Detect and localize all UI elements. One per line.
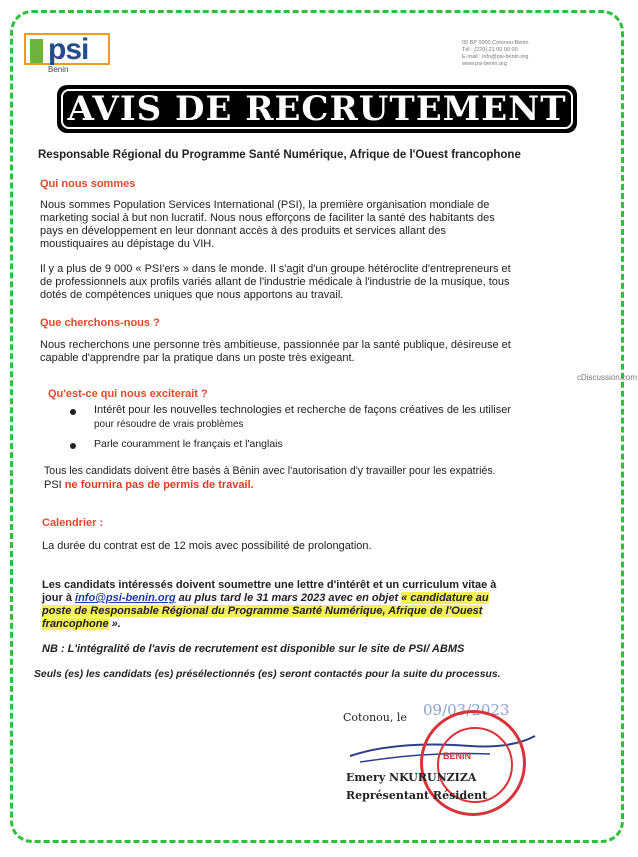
place-label: Cotonou, le	[343, 711, 407, 724]
apply-line	[42, 618, 121, 632]
heading-calendar: Calendrier :	[42, 517, 104, 529]
apply-line	[42, 592, 489, 606]
letterhead-address	[462, 40, 612, 68]
apply-subject: « candidature au	[401, 592, 489, 604]
title-banner	[57, 85, 577, 133]
apply-text: jour à	[42, 592, 76, 604]
email-link[interactable]: info@psi-benin.org	[75, 592, 176, 604]
paragraph-line: capable d'apprendre par la pratique dans un poste très exigeant.	[40, 352, 355, 364]
bullet-icon	[70, 443, 76, 449]
logo-text: psi	[48, 33, 89, 66]
heading-what-we-seek: Que cherchons-nous ?	[40, 317, 160, 329]
paragraph-line: Nous recherchons une personne très ambitieuse, passionnée par la santé publique, désireuse et	[40, 339, 511, 351]
handwritten-date: 09/03/2023	[423, 701, 510, 719]
psi-logo	[24, 33, 112, 73]
logo-subtitle: Benin	[48, 65, 69, 74]
nb-note: NB : L'intégralité de l'avis de recrutement est disponible sur le site de PSI/ ABMS	[42, 643, 465, 655]
position-title: Responsable Régional du Programme Santé Numérique, Afrique de l'Ouest francophone	[38, 149, 521, 161]
heading-what-excites-us: Qu'est-ce qui nous exciterait ?	[48, 388, 208, 400]
bullet-text: pour résoudre de vrais problèmes	[94, 419, 244, 430]
permit-note-b: ne fournira pas de permis de travail.	[64, 479, 254, 491]
apply-subject: poste de Responsable Régional du Programme Santé Numérique, Afrique de l'Ouest	[42, 605, 483, 617]
paragraph-line: Il y a plus de 9 000 « PSI'ers » dans le monde. Il s'agit d'un groupe hétéroclite d'entrepreneurs et	[40, 263, 511, 275]
signer-role: Représentant Résident	[346, 789, 488, 802]
address-line: 09 BP 0000 Cotonou Bénin	[462, 40, 529, 46]
bullet-icon	[70, 409, 76, 415]
apply-line	[42, 605, 482, 619]
paragraph-line: marketing social à but non lucratif. Nous nous efforçons de faciliter la santé des habitants des	[40, 212, 495, 224]
shortlist-note: Seuls (es) les candidats (es) présélectionnés (es) seront contactés pour la suite du processus.	[34, 669, 501, 680]
heading-who-we-are: Qui nous sommes	[40, 178, 136, 190]
paragraph-line: pays en développement en leur donnant accès à des produits et services allant des	[40, 225, 447, 237]
apply-line: Les candidats intéressés doivent soumettre une lettre d'intérêt et un curriculum vitae à	[42, 579, 497, 591]
location-note: Tous les candidats doivent être basés à Bénin avec l'autorisation d'y travailler pour les expatriés.	[44, 465, 496, 477]
stamp-text: BENIN	[443, 751, 472, 761]
apply-text: ».	[108, 618, 121, 630]
paragraph-line: moustiquaires au dépistage du VIH.	[40, 238, 215, 250]
watermark: cDiscussion.com	[577, 373, 638, 382]
paragraph-line: dotés de compétences uniques que nous apportons au travail.	[40, 289, 344, 301]
paragraph-line: Nous sommes Population Services International (PSI), la première organisation mondiale de	[40, 199, 490, 211]
address-line: www.psi-benin.org	[462, 61, 507, 67]
address-line: Tél : (229) 21 00 00 00	[462, 47, 518, 53]
apply-subject: francophone	[42, 618, 109, 630]
bullet-text: Parle couramment le français et l'anglais	[94, 438, 283, 450]
page-title: AVIS DE RECRUTEMENT	[61, 89, 573, 129]
bullet-text: Intérêt pour les nouvelles technologies et recherche de façons créatives de les utiliser	[94, 404, 512, 416]
permit-note	[44, 479, 254, 493]
apply-text: au plus tard le 31 mars 2023 avec en objet	[175, 592, 402, 604]
logo-green-bar-icon	[30, 39, 43, 63]
address-line: E-mail : info@psi-benin.org	[462, 54, 529, 60]
contract-duration: La durée du contrat est de 12 mois avec possibilité de prolongation.	[42, 540, 372, 552]
paragraph-line: de professionnels aux profils variés allant de l'industrie médicale à l'industrie de la musique, tous	[40, 276, 510, 288]
signer-name: Emery NKURUNZIZA	[346, 771, 477, 784]
permit-note-a: PSI	[44, 479, 65, 491]
